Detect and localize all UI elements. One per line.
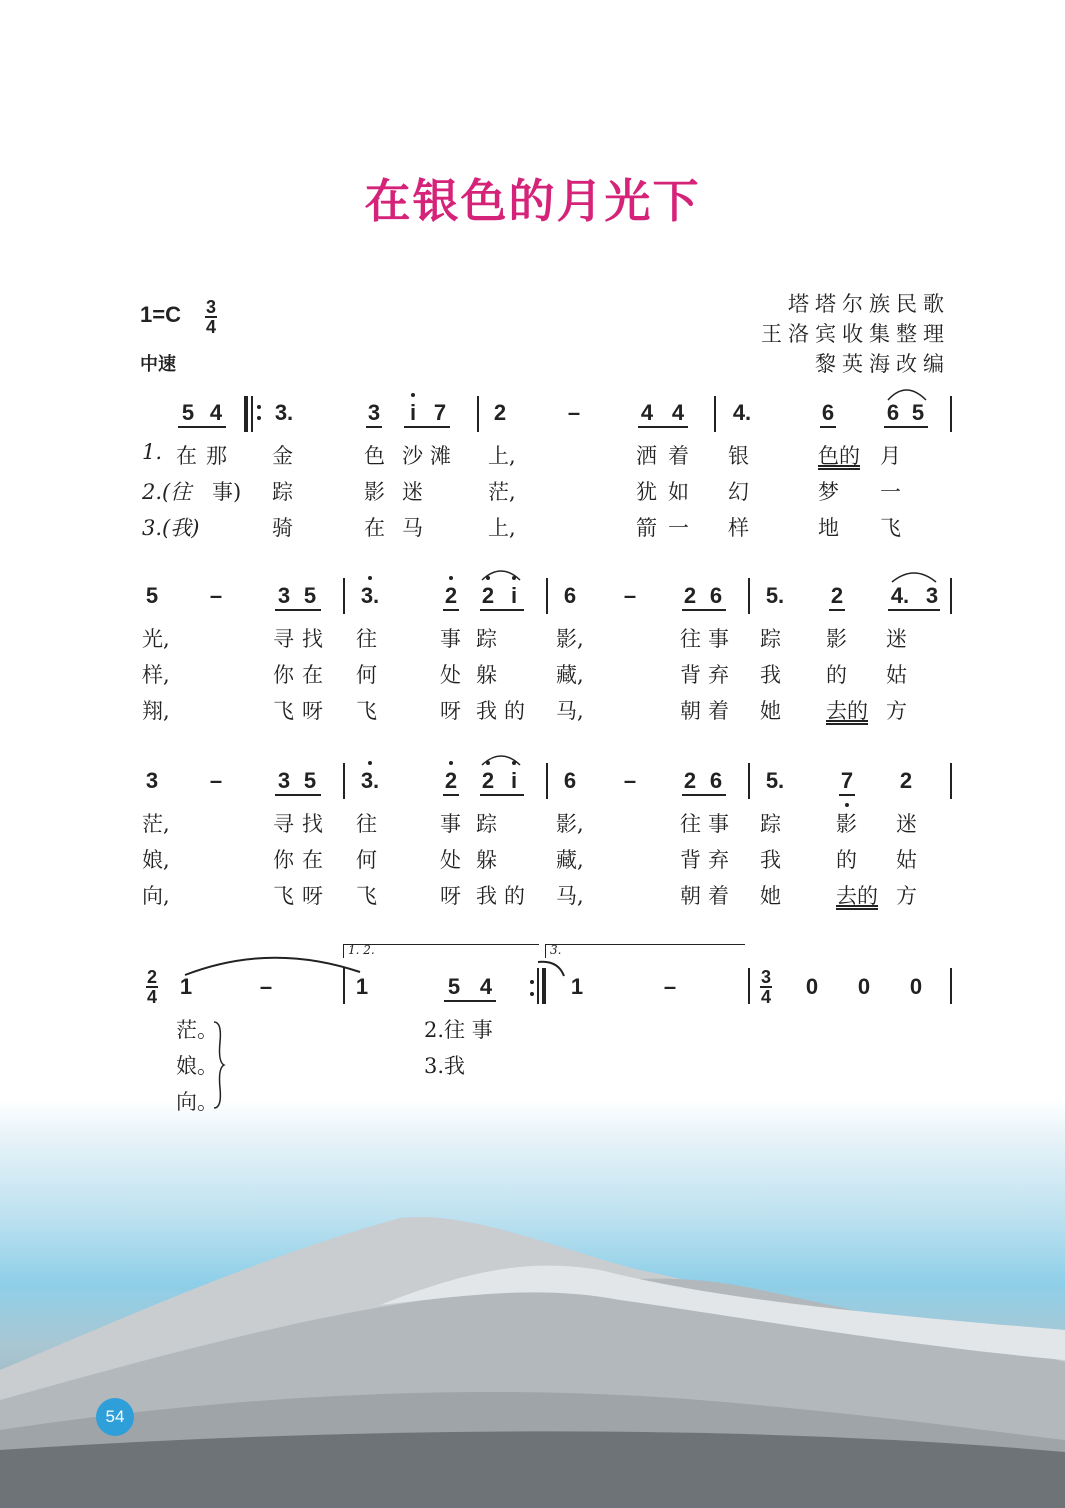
note: 6 (563, 583, 577, 608)
lyric: 背 (680, 663, 701, 687)
note: i (510, 768, 518, 793)
note: 5 (303, 583, 317, 608)
lyric: 往 (356, 627, 377, 651)
lyric: 我 (760, 848, 781, 872)
lyric: 在 (364, 516, 385, 540)
note: 3. (360, 583, 380, 608)
time-signature-2-4 (146, 968, 158, 1006)
lyric: 你 (273, 848, 294, 872)
lyric: 她 (760, 699, 781, 723)
time-signature (205, 298, 217, 336)
lyric: 我 (476, 699, 497, 723)
lyric: 如 (668, 480, 689, 504)
beam (275, 609, 321, 611)
time-sig-den: 4 (206, 317, 217, 337)
lyric: 样 (728, 516, 749, 540)
credit-origin: 塔塔尔族民歌 (788, 292, 950, 316)
lyric: 银 (728, 444, 749, 468)
beam (480, 794, 524, 796)
beam (480, 609, 524, 611)
dash: – (209, 768, 223, 793)
lyric: 的 (504, 884, 525, 908)
lyric: 样, (142, 663, 170, 687)
lyric: 往 (680, 812, 701, 836)
lyric: 踪 (272, 480, 293, 504)
barline (748, 968, 750, 1004)
lyric: 迷 (886, 627, 907, 651)
barline (343, 578, 345, 614)
barline (950, 763, 952, 799)
lyric: 色 (364, 444, 385, 468)
note: 3 (367, 400, 381, 425)
note: 2 (683, 583, 697, 608)
barline (950, 396, 952, 432)
repeat-barline-thin (251, 396, 253, 432)
lyric: 踪 (476, 812, 497, 836)
lyric: 呀 (440, 699, 461, 723)
dash: – (663, 974, 677, 999)
note: 3 (145, 768, 159, 793)
lyric: 事 (708, 627, 729, 651)
beam (820, 426, 836, 428)
note: 1 (570, 974, 584, 999)
lyric: 找 (302, 812, 323, 836)
lyric: 弃 (708, 663, 729, 687)
high-octave-dot (512, 576, 516, 580)
lyric: 滩 (430, 444, 451, 468)
lyric: 方 (886, 699, 907, 723)
beam (839, 794, 855, 796)
lyric: 上, (488, 444, 516, 468)
repeat-dot (257, 405, 261, 409)
low-octave-dot (845, 803, 849, 807)
note: 2 (444, 583, 458, 608)
barline (950, 578, 952, 614)
lyric: 骑 (272, 516, 293, 540)
note: 5 (911, 400, 925, 425)
lyric: 一 (668, 516, 689, 540)
lyric-pickup: 3.我 (424, 1054, 466, 1078)
lyric-pickup: 2.往 事 (424, 1018, 493, 1042)
lyric: 往 (680, 627, 701, 651)
lyric: 影 (364, 480, 385, 504)
lyric: 背 (680, 848, 701, 872)
lyric: 那 (206, 444, 227, 468)
note: 2 (481, 583, 495, 608)
note: 4. (890, 583, 910, 608)
lyric: 姑 (886, 663, 907, 687)
lyric: 向。 (176, 1090, 218, 1114)
barline (748, 578, 750, 614)
desert-background-image (0, 1100, 1065, 1508)
note: i (409, 400, 417, 425)
lyric: 在 (176, 444, 197, 468)
beam (829, 609, 845, 611)
dash: – (209, 583, 223, 608)
time-sig-num: 3 (206, 297, 217, 317)
barline (546, 578, 548, 614)
lyric: 地 (818, 516, 839, 540)
lyric: 找 (302, 627, 323, 651)
beam (275, 794, 321, 796)
lyric: 茫, (488, 480, 516, 504)
note: i (510, 583, 518, 608)
note: 6 (709, 583, 723, 608)
lyric: 飞 (356, 884, 377, 908)
note: 2 (899, 768, 913, 793)
note: 1 (355, 974, 369, 999)
lyric: 姑 (896, 848, 917, 872)
lyric: 朝 (680, 699, 701, 723)
tie-arc-end (536, 956, 566, 978)
lyric: 在 (302, 663, 323, 687)
high-octave-dot (486, 761, 490, 765)
beam (366, 426, 382, 428)
beam (178, 426, 226, 428)
lyric: 何 (356, 663, 377, 687)
lyric: 着 (708, 884, 729, 908)
beam (682, 609, 726, 611)
note: 3 (277, 768, 291, 793)
lyric: 往 (356, 812, 377, 836)
lyric: 飞 (356, 699, 377, 723)
lyric: 踪 (760, 812, 781, 836)
rest: 0 (805, 974, 819, 999)
lyric: 梦 (818, 480, 839, 504)
repeat-dot (257, 416, 261, 420)
lyric: 箭 (636, 516, 657, 540)
lyric: 金 (272, 444, 293, 468)
lyric: 马 (402, 516, 423, 540)
brace (212, 1020, 226, 1110)
note: 3 (925, 583, 939, 608)
barline (950, 968, 952, 1004)
note: 5 (303, 768, 317, 793)
barline (748, 763, 750, 799)
lyric: 1. (142, 440, 163, 464)
note: 5 (145, 583, 159, 608)
lyric: 2.(往 (142, 480, 192, 504)
beam (638, 426, 688, 428)
tie-arc (180, 950, 370, 980)
barline (714, 396, 716, 432)
note: 4 (209, 400, 223, 425)
lyric: 她 (760, 884, 781, 908)
lyric: 弃 (708, 848, 729, 872)
lyric: 马, (556, 884, 584, 908)
lyric: 茫。 (176, 1018, 218, 1042)
lyric: 迷 (896, 812, 917, 836)
song-title: 在银色的月光下 (364, 174, 701, 228)
lyric: 踪 (476, 627, 497, 651)
high-octave-dot (449, 576, 453, 580)
note: 3. (274, 400, 294, 425)
note: 2 (481, 768, 495, 793)
lyric: 沙 (402, 444, 423, 468)
volta-bracket-1-tick (343, 944, 344, 958)
lyric: 事) (212, 480, 242, 504)
note: 2 (683, 768, 697, 793)
lyric: 飞 (880, 516, 901, 540)
lyric: 娘, (142, 848, 170, 872)
beam (443, 794, 459, 796)
lyric: 踪 (760, 627, 781, 651)
volta-2-label: 3. (550, 943, 562, 957)
lyric: 去的 (836, 884, 878, 908)
lyric: 影, (556, 627, 584, 651)
lyric: 的 (826, 663, 847, 687)
volta-bracket-2 (545, 944, 745, 945)
lyric: 影, (556, 812, 584, 836)
lyric: 犹 (636, 480, 657, 504)
lyric: 躲 (476, 848, 497, 872)
note: 5 (447, 974, 461, 999)
dash: – (259, 974, 273, 999)
note: 6 (563, 768, 577, 793)
lyric: 躲 (476, 663, 497, 687)
note: 3 (277, 583, 291, 608)
beam (888, 609, 940, 611)
lyric: 翔, (142, 699, 170, 723)
note: 5 (181, 400, 195, 425)
lyric: 马, (556, 699, 584, 723)
lyric: 呀 (302, 699, 323, 723)
high-octave-dot (486, 576, 490, 580)
dash: – (623, 583, 637, 608)
lyric: 方 (896, 884, 917, 908)
lyric: 我 (760, 663, 781, 687)
note: 6 (821, 400, 835, 425)
volta-1-label: 1. 2. (348, 943, 375, 957)
barline (343, 763, 345, 799)
note: 2 (830, 583, 844, 608)
lyric: 茫, (142, 812, 170, 836)
lyric: 光, (142, 627, 170, 651)
barline (546, 763, 548, 799)
lyric: 影 (836, 812, 857, 836)
lyric: 影 (826, 627, 847, 651)
repeat-barline (244, 396, 248, 432)
lyric: 处 (440, 663, 461, 687)
lyric: 迷 (402, 480, 423, 504)
lyric: 何 (356, 848, 377, 872)
lyric: 一 (880, 480, 901, 504)
lyric: 去的 (826, 699, 868, 723)
page-number-badge: 54 (96, 1398, 134, 1436)
lyric: 飞 (273, 699, 294, 723)
high-octave-dot (368, 576, 372, 580)
high-octave-dot (368, 761, 372, 765)
credit-collector: 王洛宾收集整理 (761, 322, 950, 346)
key-signature: 1=C (140, 302, 181, 327)
lyric: 娘。 (176, 1054, 218, 1078)
lyric: 向, (142, 884, 170, 908)
lyric: 上, (488, 516, 516, 540)
note: 4. (732, 400, 752, 425)
time-sig-den: 4 (147, 987, 158, 1007)
note: 2 (493, 400, 507, 425)
lyric: 的 (836, 848, 857, 872)
time-sig-num: 3 (761, 967, 772, 987)
lyric: 藏, (556, 848, 584, 872)
lyric: 洒 (636, 444, 657, 468)
note: 2 (444, 768, 458, 793)
note: 5. (765, 768, 785, 793)
lyric: 朝 (680, 884, 701, 908)
lyric: 飞 (273, 884, 294, 908)
time-signature-3-4 (760, 968, 772, 1006)
note: 7 (433, 400, 447, 425)
lyric: 事 (708, 812, 729, 836)
rest: 0 (909, 974, 923, 999)
lyric: 3.(我) (142, 516, 200, 540)
note: 1 (179, 974, 193, 999)
note: 4 (479, 974, 493, 999)
beam (443, 609, 459, 611)
lyric: 寻 (273, 812, 294, 836)
lyric: 色的 (818, 444, 860, 468)
beam (444, 1000, 496, 1002)
lyric: 着 (668, 444, 689, 468)
lyric: 事 (440, 812, 461, 836)
time-sig-den: 4 (761, 987, 772, 1007)
lyric: 藏, (556, 663, 584, 687)
note: 6 (709, 768, 723, 793)
high-octave-dot (411, 393, 415, 397)
lyric: 呀 (302, 884, 323, 908)
barline (477, 396, 479, 432)
beam (682, 794, 726, 796)
lyric: 你 (273, 663, 294, 687)
lyric: 着 (708, 699, 729, 723)
barline (343, 968, 345, 1004)
note: 6 (886, 400, 900, 425)
lyric: 月 (880, 444, 901, 468)
note: 3. (360, 768, 380, 793)
note: 4 (671, 400, 685, 425)
lyric: 呀 (440, 884, 461, 908)
dash: – (623, 768, 637, 793)
high-octave-dot (449, 761, 453, 765)
time-sig-num: 2 (147, 967, 158, 987)
note: 4 (640, 400, 654, 425)
beam (884, 426, 928, 428)
tempo-marking: 中速 (140, 354, 176, 374)
lyric: 事 (440, 627, 461, 651)
rest: 0 (857, 974, 871, 999)
dash: – (567, 400, 581, 425)
high-octave-dot (512, 761, 516, 765)
lyric: 我 (476, 884, 497, 908)
repeat-dot (530, 980, 534, 984)
beam (404, 426, 450, 428)
lyric: 在 (302, 848, 323, 872)
repeat-dot (530, 992, 534, 996)
lyric: 处 (440, 848, 461, 872)
lyric: 寻 (273, 627, 294, 651)
note: 5. (765, 583, 785, 608)
lyric: 的 (504, 699, 525, 723)
lyric: 幻 (728, 480, 749, 504)
note: 7 (840, 768, 854, 793)
credit-arranger: 黎英海改编 (815, 352, 950, 376)
